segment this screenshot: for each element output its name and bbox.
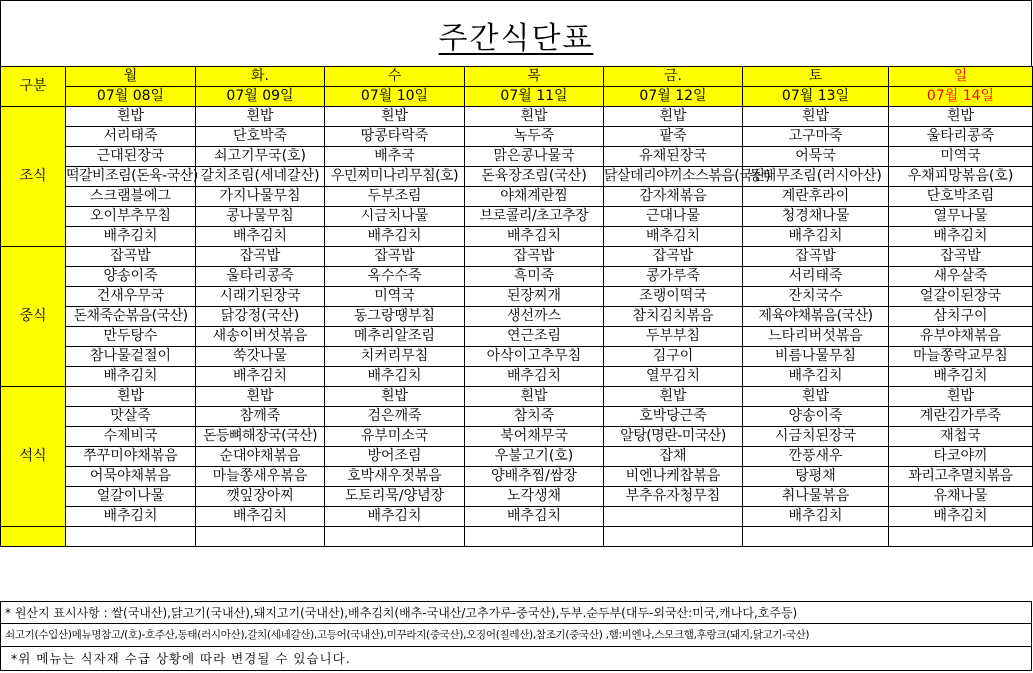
menu-row	[1, 247, 1033, 267]
day-name-cell: 수	[325, 67, 465, 87]
menu-item-cell: 배추김치	[743, 507, 889, 527]
menu-item-cell: 마늘쫑새우볶음	[196, 467, 325, 487]
menu-table-body	[1, 67, 1033, 547]
menu-item-cell: 미역국	[325, 287, 465, 307]
menu-item-cell: 얼갈이나물	[66, 487, 196, 507]
menu-item-cell: 맛살죽	[66, 407, 196, 427]
menu-item-cell	[604, 507, 743, 527]
menu-item-cell: 생선까스	[465, 307, 604, 327]
menu-item-cell: 동태무조림(러시아산)	[743, 167, 889, 187]
menu-item-cell: 동그랑땡부침	[325, 307, 465, 327]
origin-note: * 원산지 표시사항 : 쌀(국내산),닭고기(국내산),돼지고기(국내산),배추김치(배추-국내산/고추가루-중국산),두부.순두부(대두-외국산:미국,캐나다,호주등)	[0, 601, 1032, 624]
menu-item-cell: 참나물겉절이	[66, 347, 196, 367]
menu-item-cell: 배추김치	[743, 367, 889, 387]
spacer-row	[1, 527, 1033, 547]
category-header: 구분	[1, 67, 66, 107]
empty-cell	[743, 527, 889, 547]
menu-item-cell: 검은깨죽	[325, 407, 465, 427]
page-title	[1, 13, 1031, 57]
day-name-cell: 금.	[604, 67, 743, 87]
menu-item-cell: 흰밥	[889, 107, 1033, 127]
menu-item-cell: 배추김치	[66, 227, 196, 247]
menu-item-cell: 돈등뼈해장국(국산)	[196, 427, 325, 447]
empty-cell	[196, 527, 325, 547]
menu-item-cell: 어묵국	[743, 147, 889, 167]
menu-item-cell: 참깨죽	[196, 407, 325, 427]
date-cell: 07월 09일	[196, 87, 325, 107]
menu-item-cell: 배추김치	[889, 507, 1033, 527]
menu-row	[1, 267, 1033, 287]
menu-item-cell: 배추김치	[604, 227, 743, 247]
menu-item-cell: 느타리버섯볶음	[743, 327, 889, 347]
menu-row	[1, 407, 1033, 427]
menu-row	[1, 367, 1033, 387]
menu-item-cell: 쇠고기무국(호)	[196, 147, 325, 167]
menu-item-cell: 얼갈이된장국	[889, 287, 1033, 307]
menu-item-cell: 흰밥	[743, 107, 889, 127]
empty-cell	[1, 527, 66, 547]
day-name-cell: 토	[743, 67, 889, 87]
menu-item-cell: 만두탕수	[66, 327, 196, 347]
menu-item-cell: 돈채죽순볶음(국산)	[66, 307, 196, 327]
menu-item-cell: 흰밥	[465, 107, 604, 127]
menu-item-cell: 치커리무침	[325, 347, 465, 367]
menu-item-cell: 순대야채볶음	[196, 447, 325, 467]
menu-item-cell: 잡채	[604, 447, 743, 467]
menu-row	[1, 107, 1033, 127]
menu-item-cell: 깐풍새우	[743, 447, 889, 467]
page-title-text: 주간식단표	[438, 21, 594, 56]
menu-item-cell: 유부미소국	[325, 427, 465, 447]
menu-item-cell: 청경채나물	[743, 207, 889, 227]
menu-item-cell: 흰밥	[325, 387, 465, 407]
empty-cell	[66, 527, 196, 547]
menu-item-cell: 양배추찜/쌈장	[465, 467, 604, 487]
menu-item-cell: 유부야채볶음	[889, 327, 1033, 347]
menu-row	[1, 207, 1033, 227]
menu-row	[1, 287, 1033, 307]
menu-item-cell: 울타리콩죽	[196, 267, 325, 287]
date-cell: 07월 11일	[465, 87, 604, 107]
date-cell: 07월 10일	[325, 87, 465, 107]
meal-label: 조식	[1, 107, 66, 247]
menu-item-cell: 두부조림	[325, 187, 465, 207]
menu-item-cell: 옥수수죽	[325, 267, 465, 287]
menu-item-cell: 흰밥	[743, 387, 889, 407]
menu-item-cell: 북어채무국	[465, 427, 604, 447]
origin-note-detail: 쇠고기(수입산)메뉴명참고/(호)-호주산,동태(러시아산),갈치(세네갈산),고등어(국내산),미꾸라지(중국산),오징어(칠레산),참조기(중국산) ,햄:비엔나,스모크햄,후랑크(돼지,닭고기-국산)	[0, 624, 1032, 647]
menu-item-cell: 잡곡밥	[743, 247, 889, 267]
date-header-row	[1, 87, 1033, 107]
menu-item-cell: 서리태죽	[66, 127, 196, 147]
menu-row	[1, 447, 1033, 467]
menu-row	[1, 467, 1033, 487]
menu-item-cell: 마늘쫑락교무침	[889, 347, 1033, 367]
menu-item-cell: 부추유자청무침	[604, 487, 743, 507]
menu-item-cell: 흰밥	[66, 107, 196, 127]
menu-row	[1, 347, 1033, 367]
menu-item-cell: 열무김치	[604, 367, 743, 387]
day-name-cell: 월	[66, 67, 196, 87]
menu-row	[1, 187, 1033, 207]
menu-item-cell: 타코야끼	[889, 447, 1033, 467]
menu-item-cell: 팥죽	[604, 127, 743, 147]
menu-item-cell: 가지나물무침	[196, 187, 325, 207]
menu-item-cell: 쑥갓나물	[196, 347, 325, 367]
menu-item-cell: 돈육장조림(국산)	[465, 167, 604, 187]
menu-item-cell: 비름나물무침	[743, 347, 889, 367]
menu-item-cell: 배추김치	[325, 227, 465, 247]
menu-item-cell: 배추김치	[325, 507, 465, 527]
menu-item-cell: 배추국	[325, 147, 465, 167]
empty-cell	[889, 527, 1033, 547]
date-cell: 07월 13일	[743, 87, 889, 107]
menu-item-cell: 흰밥	[604, 107, 743, 127]
empty-cell	[465, 527, 604, 547]
menu-item-cell: 미역국	[889, 147, 1033, 167]
menu-row	[1, 487, 1033, 507]
menu-row	[1, 307, 1033, 327]
menu-item-cell: 호박새우젓볶음	[325, 467, 465, 487]
menu-item-cell: 흰밥	[325, 107, 465, 127]
menu-item-cell: 브로콜리/초고추장	[465, 207, 604, 227]
menu-item-cell: 흑미죽	[465, 267, 604, 287]
menu-item-cell: 떡갈비조림(돈육-국산)	[66, 167, 196, 187]
menu-item-cell: 새송이버섯볶음	[196, 327, 325, 347]
menu-item-cell: 깻잎장아찌	[196, 487, 325, 507]
menu-item-cell: 꽈리고추멸치볶음	[889, 467, 1033, 487]
day-header-row	[1, 67, 1033, 87]
menu-item-cell: 열무나물	[889, 207, 1033, 227]
menu-item-cell: 배추김치	[889, 227, 1033, 247]
menu-row	[1, 127, 1033, 147]
menu-item-cell: 배추김치	[465, 227, 604, 247]
menu-item-cell: 녹두죽	[465, 127, 604, 147]
menu-item-cell: 우민찌미나리무침(호)	[325, 167, 465, 187]
menu-item-cell: 양송이죽	[66, 267, 196, 287]
menu-item-cell: 콩가루죽	[604, 267, 743, 287]
menu-item-cell: 호박당근죽	[604, 407, 743, 427]
menu-item-cell: 연근조림	[465, 327, 604, 347]
menu-item-cell: 양송이죽	[743, 407, 889, 427]
date-cell: 07월 08일	[66, 87, 196, 107]
menu-item-cell: 스크램블에그	[66, 187, 196, 207]
menu-item-cell: 갈치조림(세네갈산)	[196, 167, 325, 187]
menu-item-cell: 노각생채	[465, 487, 604, 507]
menu-item-cell: 참치김치볶음	[604, 307, 743, 327]
menu-row	[1, 507, 1033, 527]
menu-row	[1, 167, 1033, 187]
meal-label: 석식	[1, 387, 66, 527]
menu-item-cell: 조랭이떡국	[604, 287, 743, 307]
menu-item-cell: 닭강정(국산)	[196, 307, 325, 327]
menu-item-cell: 취나물볶음	[743, 487, 889, 507]
menu-item-cell: 유채된장국	[604, 147, 743, 167]
menu-item-cell: 도토리묵/양념장	[325, 487, 465, 507]
menu-item-cell: 흰밥	[196, 107, 325, 127]
menu-item-cell: 쭈꾸미야채볶음	[66, 447, 196, 467]
menu-item-cell: 어묵야채볶음	[66, 467, 196, 487]
menu-item-cell: 메추리알조림	[325, 327, 465, 347]
menu-item-cell: 잡곡밥	[196, 247, 325, 267]
menu-item-cell: 배추김치	[196, 367, 325, 387]
menu-item-cell: 건새우무국	[66, 287, 196, 307]
menu-item-cell: 잔치국수	[743, 287, 889, 307]
menu-row	[1, 147, 1033, 167]
day-name-cell: 일	[889, 67, 1033, 87]
menu-item-cell: 감자채볶음	[604, 187, 743, 207]
menu-item-cell: 흰밥	[196, 387, 325, 407]
menu-item-cell: 배추김치	[196, 507, 325, 527]
menu-item-cell: 시금치나물	[325, 207, 465, 227]
menu-item-cell: 울타리콩죽	[889, 127, 1033, 147]
menu-item-cell: 계란후라이	[743, 187, 889, 207]
menu-item-cell: 닭살데리야끼소스볶음(국산)	[604, 167, 743, 187]
menu-item-cell: 땅콩타락죽	[325, 127, 465, 147]
menu-item-cell: 단호박조림	[889, 187, 1033, 207]
menu-item-cell: 배추김치	[465, 507, 604, 527]
menu-item-cell: 흰밥	[889, 387, 1033, 407]
menu-item-cell: 근대나물	[604, 207, 743, 227]
meal-label: 중식	[1, 247, 66, 387]
menu-item-cell: 김구이	[604, 347, 743, 367]
empty-cell	[325, 527, 465, 547]
menu-item-cell: 배추김치	[66, 367, 196, 387]
menu-item-cell: 흰밥	[66, 387, 196, 407]
menu-item-cell: 비엔나케찹볶음	[604, 467, 743, 487]
menu-item-cell: 시래기된장국	[196, 287, 325, 307]
menu-item-cell: 재첩국	[889, 427, 1033, 447]
menu-item-cell: 흰밥	[465, 387, 604, 407]
menu-item-cell: 콩나물무침	[196, 207, 325, 227]
menu-item-cell: 고구마죽	[743, 127, 889, 147]
menu-row	[1, 387, 1033, 407]
menu-row	[1, 227, 1033, 247]
menu-item-cell: 잡곡밥	[604, 247, 743, 267]
menu-item-cell: 야채계란찜	[465, 187, 604, 207]
menu-item-cell: 잡곡밥	[325, 247, 465, 267]
menu-item-cell: 새우살죽	[889, 267, 1033, 287]
empty-cell	[604, 527, 743, 547]
menu-row	[1, 427, 1033, 447]
menu-item-cell: 계란김가루죽	[889, 407, 1033, 427]
menu-item-cell: 배추김치	[66, 507, 196, 527]
menu-item-cell: 잡곡밥	[66, 247, 196, 267]
date-cell: 07월 14일	[889, 87, 1033, 107]
menu-item-cell: 삼치구이	[889, 307, 1033, 327]
weekly-menu-table	[0, 66, 1033, 547]
menu-row	[1, 327, 1033, 347]
menu-item-cell: 잡곡밥	[465, 247, 604, 267]
menu-item-cell: 배추김치	[196, 227, 325, 247]
menu-item-cell: 배추김치	[743, 227, 889, 247]
change-note: *위 메뉴는 식자재 수급 상황에 따라 변경될 수 있습니다.	[0, 647, 1032, 671]
menu-item-cell: 탕평채	[743, 467, 889, 487]
menu-item-cell: 제육야채볶음(국산)	[743, 307, 889, 327]
menu-item-cell: 시금치된장국	[743, 427, 889, 447]
menu-item-cell: 참치죽	[465, 407, 604, 427]
menu-item-cell: 우채피망볶음(호)	[889, 167, 1033, 187]
menu-item-cell: 흰밥	[604, 387, 743, 407]
date-cell: 07월 12일	[604, 87, 743, 107]
menu-item-cell: 알탕(명란-미국산)	[604, 427, 743, 447]
menu-item-cell: 유채나물	[889, 487, 1033, 507]
menu-item-cell: 배추김치	[325, 367, 465, 387]
menu-item-cell: 오이부추무침	[66, 207, 196, 227]
day-name-cell: 화.	[196, 67, 325, 87]
title-area	[0, 0, 1032, 66]
menu-item-cell: 두부부침	[604, 327, 743, 347]
menu-item-cell: 맑은콩나물국	[465, 147, 604, 167]
menu-item-cell: 근대된장국	[66, 147, 196, 167]
menu-item-cell: 서리태죽	[743, 267, 889, 287]
menu-item-cell: 수제비국	[66, 427, 196, 447]
menu-item-cell: 잡곡밥	[889, 247, 1033, 267]
menu-item-cell: 단호박죽	[196, 127, 325, 147]
menu-item-cell: 방어조림	[325, 447, 465, 467]
day-name-cell: 목	[465, 67, 604, 87]
menu-item-cell: 배추김치	[465, 367, 604, 387]
menu-item-cell: 배추김치	[889, 367, 1033, 387]
menu-item-cell: 우불고기(호)	[465, 447, 604, 467]
menu-item-cell: 된장찌개	[465, 287, 604, 307]
menu-item-cell: 아삭이고추무침	[465, 347, 604, 367]
